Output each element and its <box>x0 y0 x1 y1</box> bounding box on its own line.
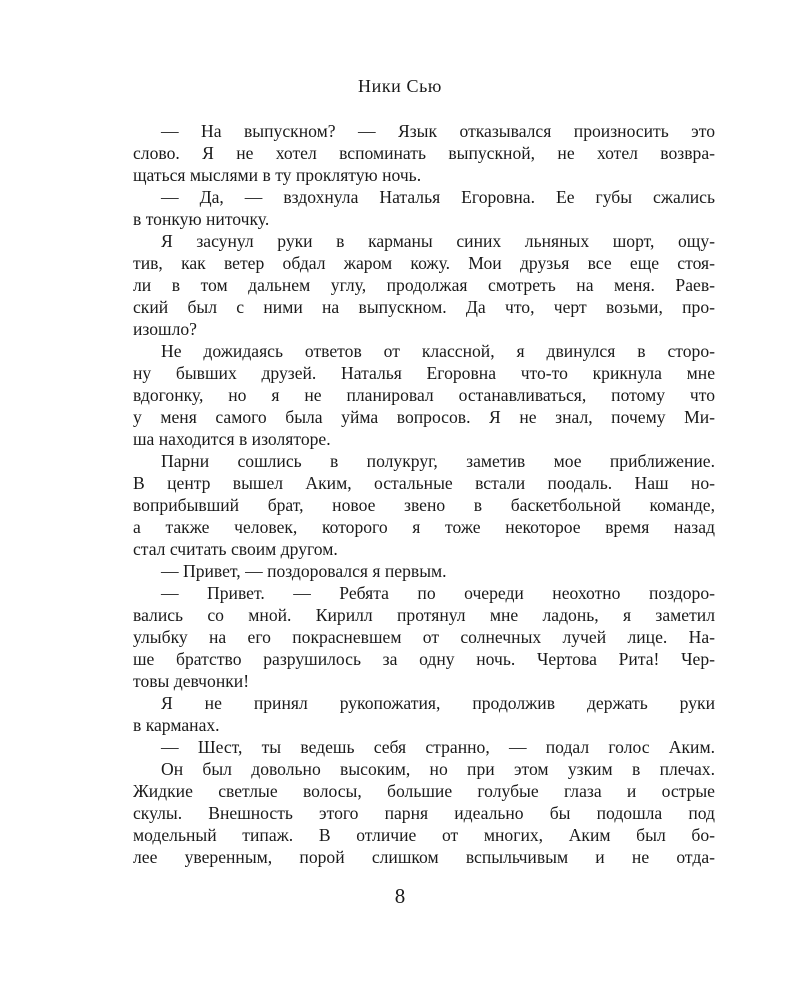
text-line: В центр вышел Аким, остальные встали поодаль. Наш но- <box>133 473 715 493</box>
text-line: щаться мыслями в ту проклятую ночь. <box>133 165 422 185</box>
text-line: — На выпускном? — Язык отказывался произносить это <box>161 121 715 141</box>
text-line: тив, как ветер обдал жаром кожу. Мои друзья все еще стоя- <box>133 253 715 273</box>
text-line: Не дожидаясь ответов от классной, я двинулся в сторо- <box>161 341 715 361</box>
text-line: в тонкую ниточку. <box>133 209 270 229</box>
text-line: изошло? <box>133 319 197 339</box>
text-line: ли в том дальнем углу, продолжая смотреть на меня. Раев- <box>133 275 715 295</box>
text-line: ша находится в изоляторе. <box>133 429 331 449</box>
text-line: в карманах. <box>133 715 220 735</box>
text-line: товы девчонки! <box>133 671 250 691</box>
page-number: 8 <box>394 884 406 908</box>
text-line: слово. Я не хотел вспоминать выпускной, не хотел возвра- <box>133 143 715 163</box>
text-line: стал считать своим другом. <box>133 539 338 559</box>
text-line: воприбывший брат, новое звено в баскетбольной команде, <box>133 495 715 515</box>
text-line: Он был довольно высоким, но при этом узким в плечах. <box>161 759 715 779</box>
text-line: — Привет. — Ребята по очереди неохотно поздоро- <box>161 583 715 603</box>
running-title: Ники Сью <box>358 76 442 96</box>
text-line: — Привет, — поздоровался я первым. <box>161 561 447 581</box>
text-line: модельный типаж. В отличие от многих, Аким был бо- <box>133 825 715 845</box>
text-line: Парни сошлись в полукруг, заметив мое приближение. <box>161 451 715 471</box>
text-line: вдогонку, но я не планировал останавливаться, потому что <box>133 385 715 405</box>
text-line: у меня самого была уйма вопросов. Я не знал, почему Ми- <box>133 407 715 427</box>
text-line: улыбку на его покрасневшем от солнечных лучей лице. На- <box>133 627 715 647</box>
text-line: — Шест, ты ведешь себя странно, — подал голос Аким. <box>161 737 715 757</box>
text-line: ну бывших друзей. Наталья Егоровна что-то крикнула мне <box>133 363 715 383</box>
text-line: скулы. Внешность этого парня идеально бы подошла под <box>133 803 715 823</box>
text-line: — Да, — вздохнула Наталья Егоровна. Ее губы сжались <box>161 187 715 207</box>
text-line: лее уверенным, порой слишком вспыльчивым и не отда- <box>133 847 715 867</box>
text-line: Я не принял рукопожатия, продолжив держать руки <box>161 693 715 713</box>
text-line: ше братство разрушилось за одну ночь. Чертова Рита! Чер- <box>133 649 715 669</box>
text-line: ский был с ними на выпускном. Да что, черт возьми, про- <box>133 297 715 317</box>
body-text <box>133 120 715 868</box>
text-line: Жидкие светлые волосы, большие голубые глаза и острые <box>133 781 715 801</box>
text-line: а также человек, которого я тоже некоторое время назад <box>133 517 715 537</box>
text-line: Я засунул руки в карманы синих льняных шорт, ощу- <box>161 231 715 251</box>
text-line: вались со мной. Кирилл протянул мне ладонь, я заметил <box>133 605 715 625</box>
